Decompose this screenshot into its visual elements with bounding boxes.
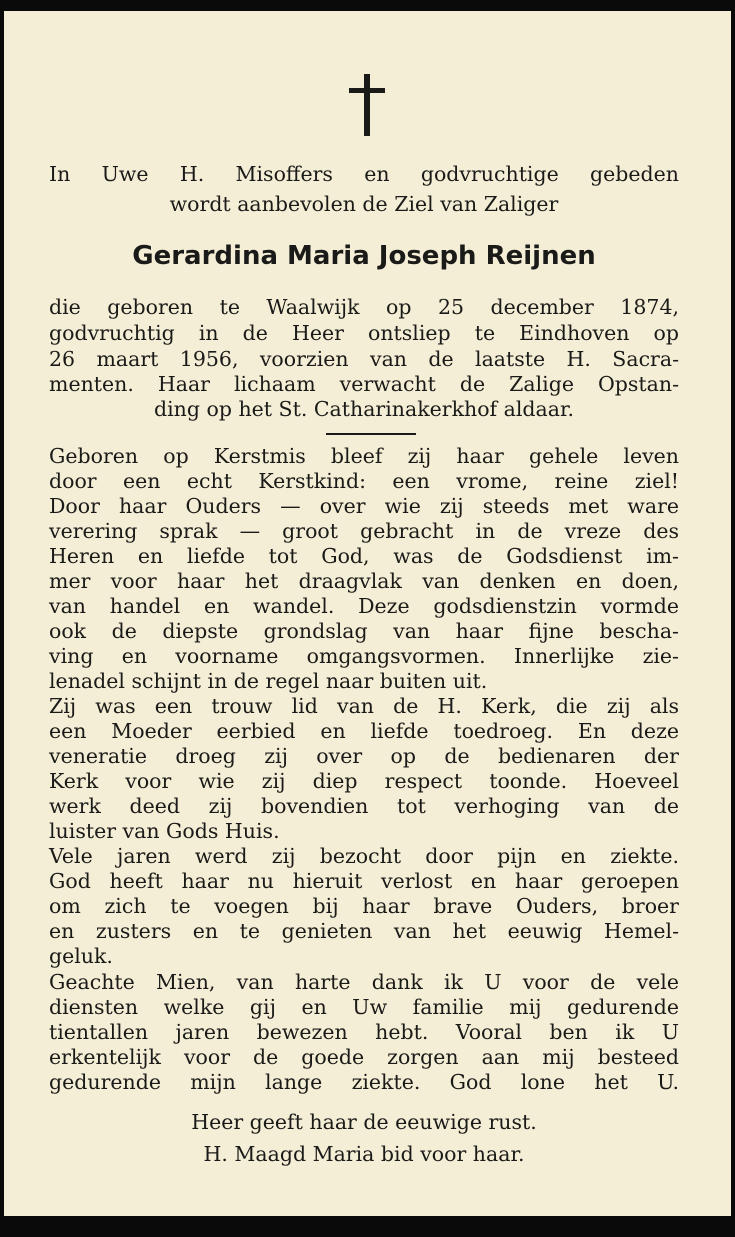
- body-line: geluk.: [49, 944, 113, 968]
- body-line: een Moeder eerbied en liefde toedroeg. En deze: [49, 719, 679, 743]
- body-line: Kerk voor wie zij diep respect toonde. Hoeveel: [49, 769, 679, 793]
- body-line: Heren en liefde tot God, was de Godsdienst im-: [49, 544, 679, 568]
- body-line: Geboren op Kerstmis bleef zij haar gehele leven: [49, 444, 679, 468]
- details-line: godvruchtig in de Heer ontsliep te Eindhoven op: [49, 321, 679, 345]
- details-line: die geboren te Waalwijk op 25 december 1874,: [49, 295, 679, 319]
- details-line: ding op het St. Catharinakerkhof aldaar.: [153, 397, 575, 421]
- body-line: ving en voorname omgangsvormen. Innerlijke zie-: [49, 644, 679, 668]
- body-line: om zich te voegen bij haar brave Ouders, broer: [49, 894, 679, 918]
- cross-icon: [349, 74, 385, 136]
- body-line: Zij was een trouw lid van de H. Kerk, die zij als: [49, 694, 679, 718]
- body-line: en zusters en te genieten van het eeuwig Hemel-: [49, 919, 679, 943]
- body-line: tientallen jaren bewezen hebt. Vooral ben ik U: [49, 1020, 679, 1044]
- body-line: ook de diepste grondslag van haar fijne bescha-: [49, 619, 679, 643]
- body-line: veneratie droeg zij over op de bedienaren der: [49, 744, 679, 768]
- body-line: werk deed zij bovendien tot verhoging van de: [49, 794, 679, 818]
- body-line: erkentelijk voor de goede zorgen aan mij besteed: [49, 1045, 679, 1069]
- intro-line: In Uwe H. Misoffers en godvruchtige gebeden: [49, 162, 679, 186]
- body-line: Geachte Mien, van harte dank ik U voor de vele: [49, 970, 679, 994]
- body-line: luister van Gods Huis.: [49, 819, 280, 843]
- memorial-card: [4, 11, 731, 1216]
- closing-line: Heer geeft haar de eeuwige rust.: [191, 1110, 537, 1134]
- body-line: Door haar Ouders — over wie zij steeds met ware: [49, 494, 679, 518]
- body-line: God heeft haar nu hieruit verlost en haar geroepen: [49, 869, 679, 893]
- body-line: gedurende mijn lange ziekte. God lone het U.: [49, 1070, 679, 1094]
- divider: [326, 433, 416, 435]
- body-line: door een echt Kerstkind: een vrome, reine ziel!: [49, 469, 679, 493]
- body-line: van handel en wandel. Deze godsdienstzin vormde: [49, 594, 679, 618]
- intro-line: wordt aanbevolen de Ziel van Zaliger: [169, 192, 559, 216]
- body-line: verering sprak — groot gebracht in de vreze des: [49, 519, 679, 543]
- details-line: 26 maart 1956, voorzien van de laatste H. Sacra-: [49, 347, 679, 371]
- body-line: Vele jaren werd zij bezocht door pijn en ziekte.: [49, 844, 679, 868]
- body-line: diensten welke gij en Uw familie mij gedurende: [49, 995, 679, 1019]
- closing-line: H. Maagd Maria bid voor haar.: [203, 1142, 525, 1166]
- details-line: menten. Haar lichaam verwacht de Zalige Opstan-: [49, 372, 679, 396]
- body-line: mer voor haar het draagvlak van denken en doen,: [49, 569, 679, 593]
- deceased-name: Gerardina Maria Joseph Reijnen: [132, 241, 596, 271]
- body-line: lenadel schijnt in de regel naar buiten uit.: [49, 669, 488, 693]
